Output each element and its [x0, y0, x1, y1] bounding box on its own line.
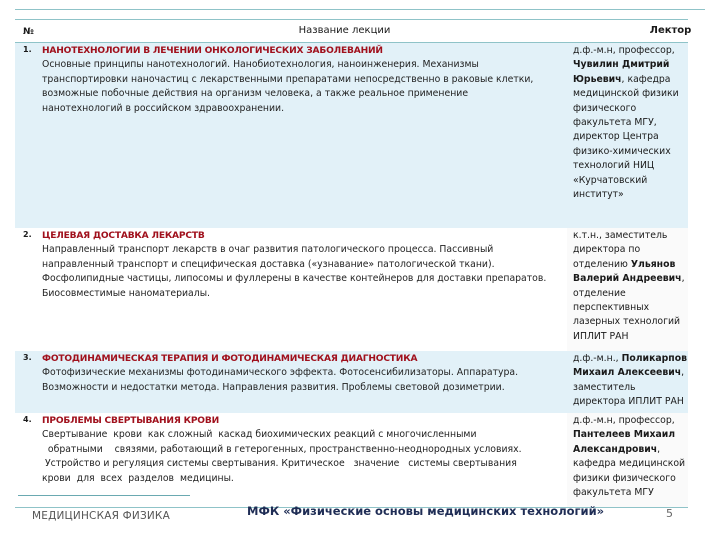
lecturer-affiliation: , кафедра медицинской физики физического факультета МГУ, директор Центра физико-химических технологий НИЦ «Курчатовский институт» [573, 73, 679, 201]
row-number: 3. [23, 353, 32, 362]
lecturer-affiliation: , заместитель директора ИПЛИТ РАН [573, 367, 685, 408]
row-number: 4. [23, 415, 32, 424]
lecturer-cell [567, 43, 688, 228]
lecture-line: крови для всех разделов медицины. [42, 472, 234, 484]
lecturer-name: Поликарпов Михаил Алексеевич [573, 353, 688, 379]
lecturer-affiliation: , кафедра медицинской физики физического факультета МГУ [573, 443, 686, 499]
table-row [15, 228, 688, 351]
lecture-cell [42, 43, 567, 228]
lecture-line: Основные принципы нанотехнологий. Нанобиотехнология, наноинженерия. Механизмы [42, 59, 479, 71]
lecture-line: возможные побочные действия на организм человека, а также реальное применение [42, 88, 469, 100]
lecture-table [15, 19, 692, 508]
lecture-line: нанотехнологий в российском здравоохранении. [42, 102, 285, 114]
footer-divider [18, 495, 190, 496]
lecturer-degree: д.ф.-м.н, профессор, [573, 45, 675, 56]
row-number: 1. [23, 45, 32, 54]
lecturer-degree: к.т.н., заместитель директора по отделению [573, 230, 668, 270]
lecture-line: направленный транспорт и специфическая доставка («узнавание» патологической ткани). [42, 258, 495, 270]
header-num: № [23, 27, 34, 37]
lecture-title: ПРОБЛЕМЫ СВЕРТЫВАНИЯ КРОВИ [42, 416, 219, 426]
lecture-line: транспортировки наночастиц с лекарственными препаратами непосредственно в раковые клетки, [42, 73, 534, 85]
lecturer-cell [567, 413, 688, 507]
lecture-cell [42, 351, 567, 413]
header-lecture: Название лекции [298, 25, 391, 37]
lecturer-cell [567, 351, 688, 413]
lecture-line: Устройство и регуляция системы свертывания. Критическое значение системы свертывания [42, 458, 517, 470]
lecture-line: Биосовместимые наноматериалы. [42, 287, 210, 299]
table-row [15, 43, 688, 228]
row-number: 2. [23, 230, 32, 239]
lecturer-name: Ульянов Валерий Андреевич [573, 258, 682, 285]
lecturer-degree: д.ф.-м.н, профессор, [573, 415, 675, 426]
lecture-line: Возможности и недостатки метода. Направления развития. Проблемы световой дозиметрии. [42, 381, 505, 393]
lecture-title: НАНОТЕХНОЛОГИИ В ЛЕЧЕНИИ ОНКОЛОГИЧЕСКИХ ЗАБОЛЕВАНИЙ [42, 46, 383, 56]
lecturer-degree: д.ф.-м.н., [573, 353, 619, 364]
lecture-title: ЦЕЛЕВАЯ ДОСТАВКА ЛЕКАРСТВ [42, 231, 205, 241]
lecturer-cell [567, 228, 688, 351]
table-row [15, 351, 688, 413]
table-header [15, 20, 692, 43]
lecture-line: Свертывание крови как сложный каскад биохимических реакций с многочисленными [42, 429, 477, 441]
lecture-line: Направленный транспорт лекарств в очаг развития патологического процесса. Пассивный [42, 244, 494, 256]
footer-section-label: МЕДИЦИНСКАЯ ФИЗИКА [32, 510, 170, 522]
lecture-cell [42, 228, 567, 351]
lecture-cell [42, 413, 567, 507]
lecture-line: обратными связями, работающий в гетерогенных, пространственно-неоднородных условиях. [42, 443, 522, 455]
lecture-line: Фотофизические механизмы фотодинамического эффекта. Фотосенсибилизаторы. Аппаратура. [42, 367, 519, 379]
lecturer-name: Пантелеев Михаил Александрович [573, 429, 676, 455]
header-lecturer: Лектор [649, 25, 692, 37]
lecturer-name: Чувилин Дмитрий Юрьевич [573, 59, 670, 85]
lecturer-affiliation: , отделение перспективных лазерных технологий ИПЛИТ РАН [573, 273, 685, 342]
page-number: 5 [666, 507, 673, 520]
lecture-line: Фосфолипидные частицы, липосомы и фуллерены в качестве контейнеров для доставки препаратов. [42, 273, 547, 285]
table-row [15, 413, 688, 508]
top-divider [15, 9, 705, 10]
footer-course-title: МФК «Физические основы медицинских технологий» [247, 504, 605, 518]
lecture-title: ФОТОДИНАМИЧЕСКАЯ ТЕРАПИЯ И ФОТОДИНАМИЧЕСКАЯ ДИАГНОСТИКА [42, 354, 418, 364]
